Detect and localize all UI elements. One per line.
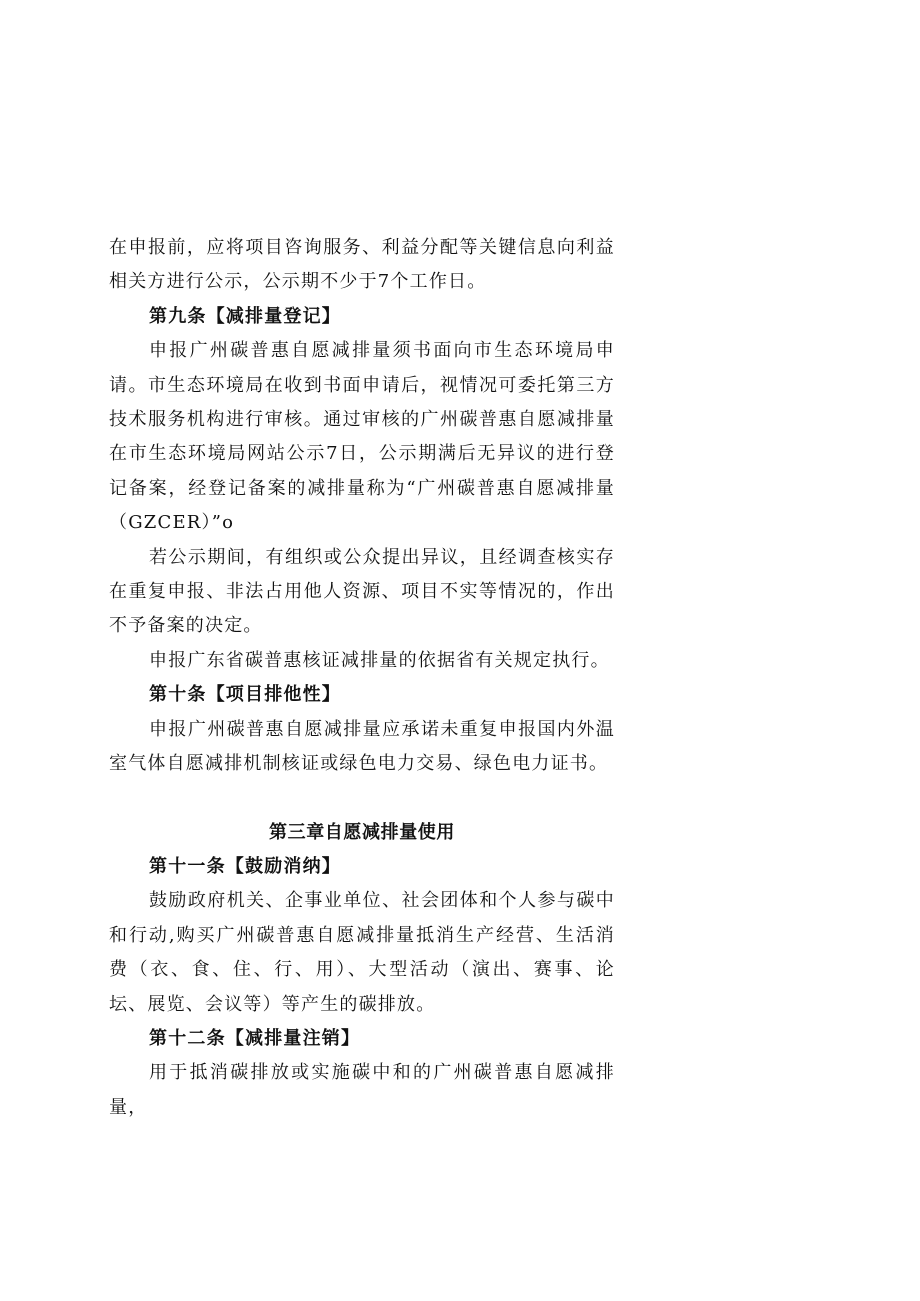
article-11-heading: 第十一条【鼓励消纳】 <box>149 855 341 877</box>
article-9-paragraph-provincial: 申报广东省碳普惠核证减排量的依据省有关规定执行。 <box>149 649 610 671</box>
article-12-heading: 第十二条【减排量注销】 <box>149 1027 361 1049</box>
article-11-paragraph-encouragement: 鼓励政府机关、企事业单位、社会团体和个人参与碳中和行动,购买广州碳普惠自愿减排量抵消生产经营、生活消费（衣、食、住、行、用）、大型活动（演出、赛事、论坛、展览、会议等）等产生的碳排放。 <box>109 890 615 1015</box>
article-9-paragraph-registration: 申报广州碳普惠自愿减排量须书面向市生态环境局申请。市生态环境局在收到书面申请后，视情况可委托第三方技术服务机构进行审核。通过审核的广州碳普惠自愿减排量在市生态环境局网站公示7日，公示期满后无异议的进行登记备案，经登记备案的减排量称为“广州碳普惠自愿减排量（GZCER）”o <box>109 340 615 534</box>
article-9-paragraph-objection: 若公示期间，有组织或公众提出异议，且经调查核实存在重复申报、非法占用他人资源、项目不实等情况的，作出不予备案的决定。 <box>109 546 615 637</box>
article-12-paragraph-cancellation: 用于抵消碳排放或实施碳中和的广州碳普惠自愿减排量， <box>109 1062 615 1118</box>
article-10-paragraph-exclusivity: 申报广州碳普惠自愿减排量应承诺未重复申报国内外温室气体自愿减排机制核证或绿色电力交易、绿色电力证书。 <box>109 718 615 775</box>
document-body <box>109 231 615 1125</box>
chapter-3-title: 第三章自愿减排量使用 <box>269 821 455 843</box>
article-9-heading: 第九条【减排量登记】 <box>149 305 341 327</box>
paragraph-disclosure-requirement: 在申报前，应将项目咨询服务、利益分配等关键信息向利益相关方进行公示，公示期不少于7个工作日。 <box>109 237 615 293</box>
article-10-heading: 第十条【项目排他性】 <box>149 684 341 706</box>
